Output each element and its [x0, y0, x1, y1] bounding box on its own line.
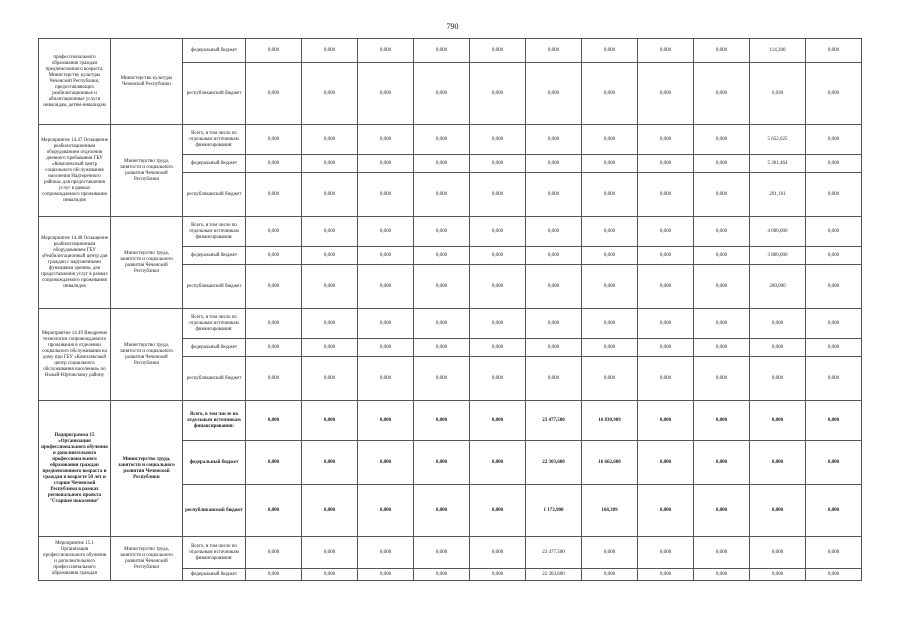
value-cell: 0,000 — [246, 173, 302, 217]
value-cell: 0,000 — [470, 39, 526, 63]
value-cell: 0,000 — [414, 569, 470, 581]
value-cell: 0,000 — [470, 265, 526, 309]
value-cell: 0,000 — [582, 339, 638, 357]
funding-source-cell: республиканский бюджет — [183, 265, 246, 309]
value-cell: 0,000 — [526, 39, 582, 63]
value-cell: 0,000 — [358, 247, 414, 265]
value-cell: 23 477,500 — [526, 537, 582, 569]
value-cell: 0,000 — [638, 39, 694, 63]
value-cell: 0,000 — [750, 441, 806, 485]
value-cell: 22 303,600 — [526, 569, 582, 581]
value-cell: 0,000 — [806, 441, 862, 485]
value-cell: 0,000 — [302, 125, 358, 155]
funding-source-cell: федеральный бюджет — [183, 339, 246, 357]
value-cell: 0,000 — [638, 441, 694, 485]
value-cell: 0,000 — [358, 401, 414, 441]
value-cell: 0,000 — [526, 217, 582, 247]
value-cell: 0,000 — [750, 485, 806, 537]
value-cell: 0,000 — [358, 63, 414, 125]
value-cell: 0,000 — [694, 441, 750, 485]
value-cell: 0,000 — [358, 339, 414, 357]
value-cell: 0,000 — [806, 485, 862, 537]
value-cell: 0,000 — [582, 155, 638, 173]
table-row — [39, 401, 862, 441]
value-cell: 23 477,500 — [526, 401, 582, 441]
value-cell: 0,000 — [638, 357, 694, 401]
value-cell: 0,000 — [806, 125, 862, 155]
value-cell: 0,000 — [302, 173, 358, 217]
value-cell: 0,000 — [358, 441, 414, 485]
value-cell: 0,000 — [526, 357, 582, 401]
funding-source-cell: федеральный бюджет — [183, 247, 246, 265]
value-cell: 0,000 — [526, 63, 582, 125]
value-cell: 0,000 — [750, 309, 806, 339]
value-cell: 0,000 — [246, 247, 302, 265]
value-cell: 0,000 — [638, 265, 694, 309]
value-cell: 0,000 — [638, 247, 694, 265]
measure-name-cell: Мероприятие 14.47 Оснащение реабилитационным оборудованием отделения дневного пребывания ГБУ «Комплексный центр социального обслуживания населения Надтеречного района» для предоставления услуг в рамках сопровождаемого проживания инвалидов — [39, 125, 111, 217]
value-cell: 0,000 — [806, 339, 862, 357]
executor-cell: Министерство труда, занятости и социального развития Чеченской Республики — [111, 125, 183, 217]
value-cell: 0,000 — [694, 485, 750, 537]
funding-source-cell: республиканский бюджет — [183, 173, 246, 217]
value-cell: 0,000 — [694, 357, 750, 401]
page-number: 790 — [446, 22, 459, 31]
funding-source-cell: федеральный бюджет — [183, 39, 246, 63]
value-cell: 0,000 — [414, 63, 470, 125]
value-cell: 0,000 — [414, 217, 470, 247]
funding-source-cell: республиканский бюджет — [183, 63, 246, 125]
value-cell: 0,000 — [694, 401, 750, 441]
value-cell: 0,000 — [526, 339, 582, 357]
value-cell: 0,000 — [358, 569, 414, 581]
value-cell: 0,000 — [470, 401, 526, 441]
executor-cell: Министерство труда, занятости и социального развития Чеченской Республики — [111, 537, 183, 581]
value-cell: 0,000 — [246, 441, 302, 485]
measure-name-cell: Мероприятие 14.49 Внедрение технологии сопровождаемого проживания в отделении социального обслуживания на дому при ГБУ «Комплексный центр социального обслуживания населения» по Ножай-Юртовскому району — [39, 309, 111, 401]
funding-source-cell: Всего, в том числе по отдельным источникам финансирования: — [183, 309, 246, 339]
value-cell: 0,000 — [582, 357, 638, 401]
value-cell: 0,000 — [470, 125, 526, 155]
value-cell: 1 173,900 — [526, 485, 582, 537]
funding-source-cell: республиканский бюджет — [183, 485, 246, 537]
funding-source-cell: Всего, в том числе по отдельным источникам финансирования: — [183, 537, 246, 569]
value-cell: 0,000 — [806, 265, 862, 309]
table-body — [39, 39, 862, 581]
value-cell: 0,000 — [470, 339, 526, 357]
value-cell: 5 361,464 — [750, 155, 806, 173]
value-cell: 0,000 — [526, 173, 582, 217]
value-cell: 0,000 — [246, 401, 302, 441]
value-cell: 0,000 — [302, 265, 358, 309]
value-cell: 0,000 — [526, 247, 582, 265]
value-cell: 0,000 — [358, 537, 414, 569]
value-cell: 0,000 — [582, 537, 638, 569]
value-cell: 0,000 — [694, 217, 750, 247]
value-cell: 0,000 — [470, 537, 526, 569]
value-cell: 0,000 — [470, 569, 526, 581]
funding-source-cell: республиканский бюджет — [183, 357, 246, 401]
value-cell: 0,000 — [358, 173, 414, 217]
value-cell: 0,000 — [414, 485, 470, 537]
table-row — [39, 217, 862, 247]
value-cell: 0,000 — [470, 217, 526, 247]
value-cell: 0,000 — [582, 39, 638, 63]
value-cell: 0,000 — [638, 125, 694, 155]
value-cell: 0,000 — [806, 247, 862, 265]
value-cell: 0,000 — [302, 63, 358, 125]
value-cell: 0,000 — [694, 537, 750, 569]
value-cell: 0,000 — [694, 173, 750, 217]
value-cell: 0,000 — [806, 39, 862, 63]
value-cell: 0,000 — [582, 309, 638, 339]
value-cell: 0,000 — [414, 357, 470, 401]
value-cell: 0,000 — [246, 265, 302, 309]
value-cell: 0,000 — [302, 217, 358, 247]
value-cell: 0,000 — [358, 309, 414, 339]
value-cell: 0,000 — [638, 485, 694, 537]
value-cell: 4 000,000 — [750, 217, 806, 247]
value-cell: 0,000 — [582, 217, 638, 247]
value-cell: 0,000 — [638, 401, 694, 441]
value-cell: 0,000 — [638, 309, 694, 339]
value-cell: 0,000 — [470, 155, 526, 173]
value-cell: 0,000 — [694, 125, 750, 155]
value-cell: 0,000 — [470, 173, 526, 217]
funding-source-cell: федеральный бюджет — [183, 569, 246, 581]
value-cell: 3 800,000 — [750, 247, 806, 265]
value-cell: 0,000 — [246, 39, 302, 63]
value-cell: 22 303,600 — [526, 441, 582, 485]
value-cell: 0,000 — [358, 265, 414, 309]
funding-source-cell: Всего, в том числе по отдельным источникам финансирования: — [183, 401, 246, 441]
value-cell: 0,000 — [694, 569, 750, 581]
value-cell: 0,000 — [806, 63, 862, 125]
executor-cell: Министерство труда, занятости и социального развития Чеченской Республики — [111, 309, 183, 401]
value-cell: 0,000 — [806, 173, 862, 217]
value-cell: 0,000 — [414, 401, 470, 441]
value-cell: 0,000 — [470, 309, 526, 339]
measure-name-cell: Мероприятие 14.48 Оснащение реабилитационным оборудованием ГБУ «Реабилитационный центр для граждан с нарушенными функциями зрения» для предоставления услуг в рамках сопровождаемого проживания инвалидов — [39, 217, 111, 309]
value-cell: 200,000 — [750, 265, 806, 309]
value-cell: 0,000 — [246, 155, 302, 173]
value-cell: 0,000 — [694, 63, 750, 125]
value-cell: 0,000 — [526, 125, 582, 155]
value-cell: 0,000 — [414, 125, 470, 155]
value-cell: 0,000 — [582, 125, 638, 155]
value-cell: 0,000 — [526, 309, 582, 339]
value-cell: 0,000 — [638, 173, 694, 217]
value-cell: 0,000 — [358, 125, 414, 155]
measure-name-cell: Мероприятие 15.1 Организация профессионального обучения и дополнительного профессионального образования граждан — [39, 537, 111, 581]
funding-source-cell: Всего, в том числе по отдельным источникам финансирования: — [183, 217, 246, 247]
value-cell: 0,000 — [246, 217, 302, 247]
value-cell: 0,000 — [246, 63, 302, 125]
value-cell: 0,000 — [694, 309, 750, 339]
value-cell: 0,000 — [414, 339, 470, 357]
value-cell: 0,000 — [302, 309, 358, 339]
value-cell: 0,000 — [302, 441, 358, 485]
table-row — [39, 39, 862, 63]
measure-name-cell: Подпрограмма 15 «Организация профессионального обучения и дополнительного профессионального образования граждан предпенсионного возраста и граждан в возрасте 50 лет и старше Чеченской Республики в рамках регионального проекта "Старшее поколение" — [39, 401, 111, 537]
value-cell: 0,000 — [638, 569, 694, 581]
value-cell: 0,000 — [358, 357, 414, 401]
value-cell: 0,000 — [358, 485, 414, 537]
value-cell: 0,000 — [806, 357, 862, 401]
value-cell: 0,000 — [246, 537, 302, 569]
value-cell: 0,000 — [414, 265, 470, 309]
value-cell: 0,000 — [414, 173, 470, 217]
value-cell: 0,000 — [806, 569, 862, 581]
value-cell: 0,000 — [302, 485, 358, 537]
value-cell: 6,030 — [750, 63, 806, 125]
value-cell: 0,000 — [302, 247, 358, 265]
value-cell: 0,000 — [582, 569, 638, 581]
value-cell: 0,000 — [470, 63, 526, 125]
value-cell: 0,000 — [806, 309, 862, 339]
value-cell: 0,000 — [582, 173, 638, 217]
value-cell: 0,000 — [358, 217, 414, 247]
value-cell: 0,000 — [750, 537, 806, 569]
value-cell: 0,000 — [302, 357, 358, 401]
value-cell: 0,000 — [526, 265, 582, 309]
value-cell: 0,000 — [302, 537, 358, 569]
value-cell: 0,000 — [302, 401, 358, 441]
measure-name-cell: профессионального образования граждан предпенсионного возраста, Министерству культуры Чеченской Республики, предоставляющих реабилитационные и абилитационные услуги инвалидам, детям-инвалидам — [39, 39, 111, 125]
value-cell: 0,000 — [750, 339, 806, 357]
value-cell: 0,000 — [246, 357, 302, 401]
value-cell: 0,000 — [806, 155, 862, 173]
value-cell: 0,000 — [470, 247, 526, 265]
value-cell: 0,000 — [246, 125, 302, 155]
value-cell: 0,000 — [638, 537, 694, 569]
value-cell: 0,000 — [414, 441, 470, 485]
value-cell: 5 652,625 — [750, 125, 806, 155]
value-cell: 0,000 — [246, 309, 302, 339]
value-cell: 0,000 — [750, 357, 806, 401]
value-cell: 0,000 — [750, 401, 806, 441]
value-cell: 0,000 — [470, 357, 526, 401]
table-row — [39, 125, 862, 155]
value-cell: 168,309 — [582, 485, 638, 537]
value-cell: 0,000 — [694, 339, 750, 357]
value-cell: 114,300 — [750, 39, 806, 63]
value-cell: 0,000 — [470, 485, 526, 537]
value-cell: 0,000 — [470, 441, 526, 485]
value-cell: 0,000 — [750, 569, 806, 581]
value-cell: 0,000 — [694, 265, 750, 309]
value-cell: 0,000 — [414, 155, 470, 173]
value-cell: 0,000 — [302, 39, 358, 63]
funding-source-cell: Всего, в том числе по отдельным источникам финансирования: — [183, 125, 246, 155]
value-cell: 0,000 — [694, 155, 750, 173]
value-cell: 291,161 — [750, 173, 806, 217]
value-cell: 0,000 — [246, 339, 302, 357]
value-cell: 0,000 — [582, 247, 638, 265]
value-cell: 0,000 — [806, 217, 862, 247]
value-cell: 0,000 — [414, 39, 470, 63]
table-row — [39, 537, 862, 569]
value-cell: 0,000 — [806, 537, 862, 569]
executor-cell: Министерство труда, занятости и социального развития Чеченской Республики — [111, 401, 183, 537]
value-cell: 0,000 — [246, 569, 302, 581]
value-cell: 0,000 — [694, 39, 750, 63]
value-cell: 0,000 — [526, 155, 582, 173]
value-cell: 0,000 — [638, 217, 694, 247]
budget-table — [38, 38, 862, 581]
value-cell: 0,000 — [246, 485, 302, 537]
value-cell: 0,000 — [414, 309, 470, 339]
value-cell: 0,000 — [806, 401, 862, 441]
value-cell: 0,000 — [582, 63, 638, 125]
value-cell: 0,000 — [358, 155, 414, 173]
value-cell: 16 830,909 — [582, 401, 638, 441]
value-cell: 0,000 — [414, 537, 470, 569]
value-cell: 0,000 — [638, 63, 694, 125]
funding-source-cell: федеральный бюджет — [183, 155, 246, 173]
executor-cell: Министерство труда, занятости и социального развития Чеченской Республики — [111, 217, 183, 309]
value-cell: 0,000 — [302, 339, 358, 357]
executor-cell: Министерство культуры Чеченской Республики — [111, 39, 183, 125]
value-cell: 0,000 — [582, 265, 638, 309]
value-cell: 0,000 — [302, 569, 358, 581]
funding-source-cell: федеральный бюджет — [183, 441, 246, 485]
value-cell: 0,000 — [414, 247, 470, 265]
value-cell: 0,000 — [358, 39, 414, 63]
table-row — [39, 309, 862, 339]
value-cell: 0,000 — [638, 339, 694, 357]
value-cell: 0,000 — [302, 155, 358, 173]
value-cell: 0,000 — [694, 247, 750, 265]
value-cell: 0,000 — [638, 155, 694, 173]
value-cell: 16 662,600 — [582, 441, 638, 485]
